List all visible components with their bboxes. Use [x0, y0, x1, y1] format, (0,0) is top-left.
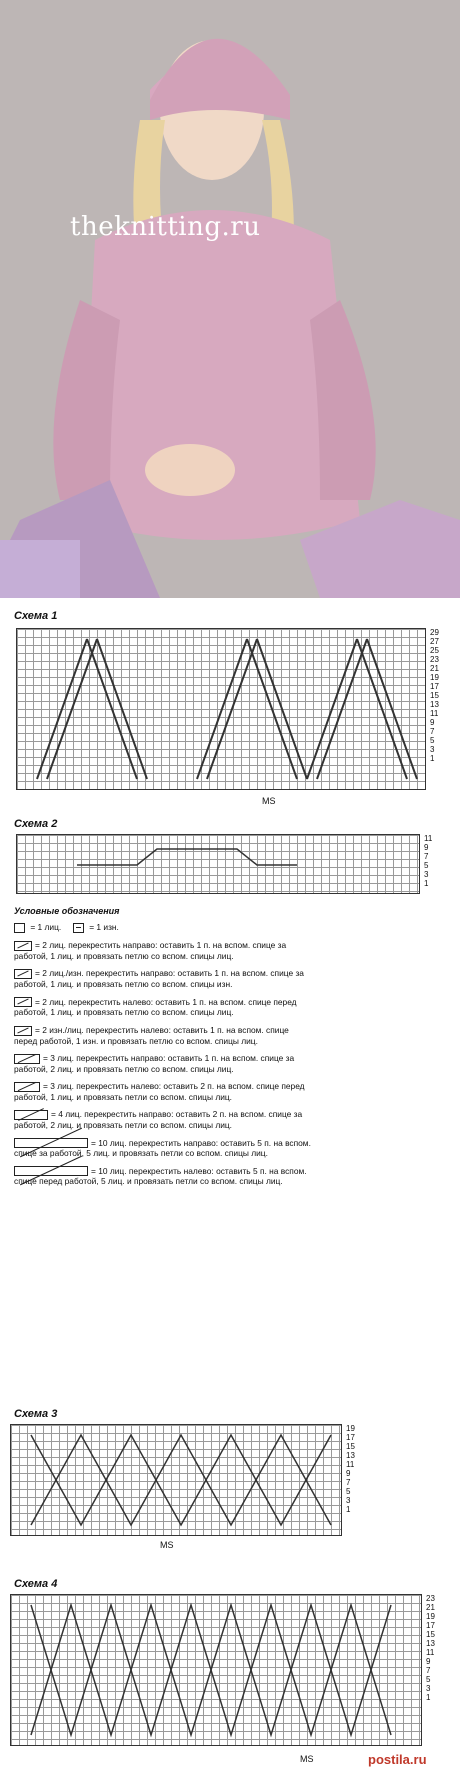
schema-2-cable-lines — [17, 835, 419, 893]
schema-2-grid — [16, 834, 420, 894]
schema-3-ms-label: MS — [160, 1540, 174, 1550]
legend-item: = 4 лиц. перекрестить направо: оставить 2 п. на вспом. спице за работой, 2 лиц. и провязать петли со вспом. спицы лиц. — [14, 1109, 303, 1131]
schema-3-row-numbers: 19 17 15 13 11 9 7 5 3 1 — [346, 1424, 355, 1514]
schema-4-cable-lines — [11, 1595, 421, 1745]
schema-1-ms-label: MS — [262, 796, 276, 806]
purl-symbol-icon — [73, 923, 84, 933]
legend-item: = 2 лиц. перекрестить направо: оставить 1 п. на вспом. спице за работой, 1 лиц. и провязать петлю со вспом. спицы лиц. — [14, 940, 287, 961]
schema-4-grid — [10, 1594, 422, 1746]
schema-4-ms-label: MS — [300, 1754, 314, 1764]
schema-1-row-numbers: 29 27 25 23 21 19 17 15 13 11 9 7 5 3 1 — [430, 628, 439, 763]
legend-item: = 2 изн./лиц. перекрестить налево: оставить 1 п. на вспом. спице перед работой, 1 изн. и провязать петлю со вспом. спицы лиц. — [14, 1024, 289, 1046]
cable-symbol-icon — [14, 1138, 88, 1148]
legend-item: = 10 лиц. перекрестить направо: оставить 5 п. на вспом. спице за работой, 5 лиц. и провязать петли со вспом. спицы лиц. — [14, 1137, 311, 1159]
legend-basic: = 1 лиц. = 1 изн. — [14, 922, 314, 933]
cable-symbol-icon — [14, 1082, 40, 1092]
cable-symbol-icon — [14, 969, 32, 979]
knit-symbol-icon — [14, 923, 25, 933]
schema-3-title: Схема 3 — [14, 1408, 58, 1420]
legend-item: = 3 лиц. перекрестить направо: оставить 1 п. на вспом. спице за работой, 2 лиц. и провязать петлю со вспом. спицы лиц. — [14, 1052, 295, 1074]
schema-3-cable-lines — [11, 1425, 341, 1535]
cable-symbol-icon — [14, 1054, 40, 1064]
cable-symbol-icon — [14, 997, 32, 1007]
schema-1-grid — [16, 628, 426, 790]
cable-symbol-icon — [14, 1166, 88, 1176]
legend-heading: Условные обозначения — [14, 906, 120, 916]
postila-logo: postila.ru — [368, 1752, 427, 1767]
schema-2-title: Схема 2 — [14, 818, 58, 830]
schema-4-row-numbers: 23 21 19 17 15 13 11 9 7 5 3 1 — [426, 1594, 435, 1702]
cable-symbol-icon — [14, 1026, 32, 1036]
schema-2-row-numbers: 11 9 7 5 3 1 — [424, 834, 433, 888]
legend-item: = 10 лиц. перекрестить налево: оставить 5 п. на вспом. спице перед работой, 5 лиц. и провязать петли со вспом. спицы лиц. — [14, 1165, 307, 1187]
knitwear-photo-illustration — [0, 0, 460, 598]
product-photo — [0, 0, 460, 598]
cable-symbol-icon — [14, 1110, 48, 1120]
schema-1-cable-lines — [17, 629, 425, 789]
schema-3-grid — [10, 1424, 342, 1536]
legend-item: = 3 лиц. перекрестить налево: оставить 2 п. на вспом. спице перед работой, 1 лиц. и провязать петли со вспом. спицы лиц. — [14, 1081, 305, 1102]
schema-4-title: Схема 4 — [14, 1578, 58, 1590]
legend — [14, 906, 314, 1194]
cable-symbol-icon — [14, 941, 32, 951]
legend-item: = 2 лиц./изн. перекрестить направо: оставить 1 п. на вспом. спице за работой, 1 лиц. и провязать петлю со вспом. спицы изн. — [14, 968, 304, 990]
watermark-text: theknitting.ru — [70, 212, 261, 242]
schema-1-title: Схема 1 — [14, 610, 58, 622]
legend-item: = 2 лиц. перекрестить налево: оставить 1 п. на вспом. спице перед работой, 1 лиц. и провязать петлю со вспом. спицы лиц. — [14, 996, 297, 1018]
